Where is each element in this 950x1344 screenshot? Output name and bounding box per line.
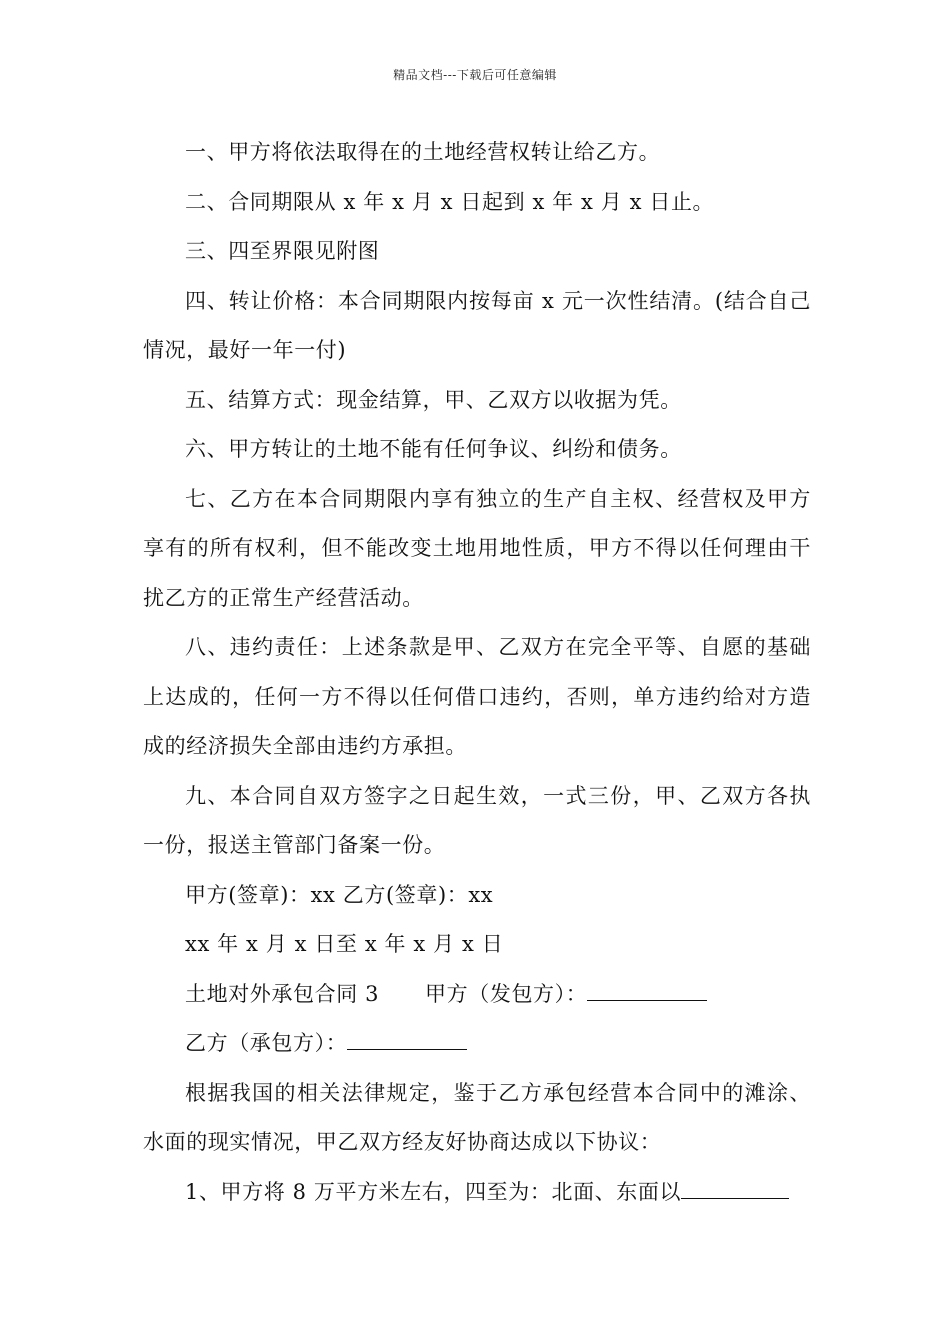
party-b-label: 乙方（承包方）： xyxy=(185,1031,348,1055)
document-body xyxy=(143,128,811,1217)
contract3-preamble: 根据我国的相关法律规定，鉴于乙方承包经营本合同中的滩涂、水面的现实情况，甲乙双方经友好协商达成以下协议： xyxy=(143,1080,811,1154)
clause-1: 一、甲方将依法取得在的土地经营权转让给乙方。 xyxy=(185,140,661,164)
clause-9: 九、本合同自双方签字之日起生效，一式三份，甲、乙双方各执一份，报送主管部门备案一份。 xyxy=(143,783,811,857)
contract3-item-1 xyxy=(143,1168,811,1218)
clause-2: 二、合同期限从 x 年 x 月 x 日起到 x 年 x 月 x 日止。 xyxy=(185,189,715,214)
clause-4: 四、转让价格：本合同期限内按每亩 x 元一次性结清。(结合自己情况，最好一年一付) xyxy=(143,288,811,362)
clause-8: 八、违约责任：上述条款是甲、乙双方在完全平等、自愿的基础上达成的，任何一方不得以任何借口违约，否则，单方违约给对方造成的经济损失全部由违约方承担。 xyxy=(143,635,811,758)
party-a-blank xyxy=(587,980,707,1001)
signature-date: xx 年 x 月 x 日至 x 年 x 月 x 日 xyxy=(185,932,504,956)
clause-6: 六、甲方转让的土地不能有任何争议、纠纷和债务。 xyxy=(185,437,682,461)
contract3-title: 土地对外承包合同 3 xyxy=(185,981,380,1006)
party-b-blank xyxy=(347,1029,467,1050)
contract3-title-line xyxy=(143,970,811,1020)
clause-3: 三、四至界限见附图 xyxy=(185,239,380,263)
party-b-line xyxy=(143,1019,811,1069)
item-1-blank xyxy=(681,1178,789,1199)
item-1-text: 1、甲方将 8 万平方米左右，四至为：北面、东面以 xyxy=(185,1179,682,1204)
page-header: 精品文档---下载后可任意编辑 xyxy=(393,68,557,82)
signature-line: 甲方(签章)：xx 乙方(签章)：xx xyxy=(185,882,494,907)
clause-7: 七、乙方在本合同期限内享有独立的生产自主权、经营权及甲方享有的所有权利，但不能改变土地用地性质，甲方不得以任何理由干扰乙方的正常生产经营活动。 xyxy=(143,486,811,610)
clause-5: 五、结算方式：现金结算，甲、乙双方以收据为凭。 xyxy=(185,387,682,412)
party-a-label: 甲方（发包方）： xyxy=(425,981,588,1006)
